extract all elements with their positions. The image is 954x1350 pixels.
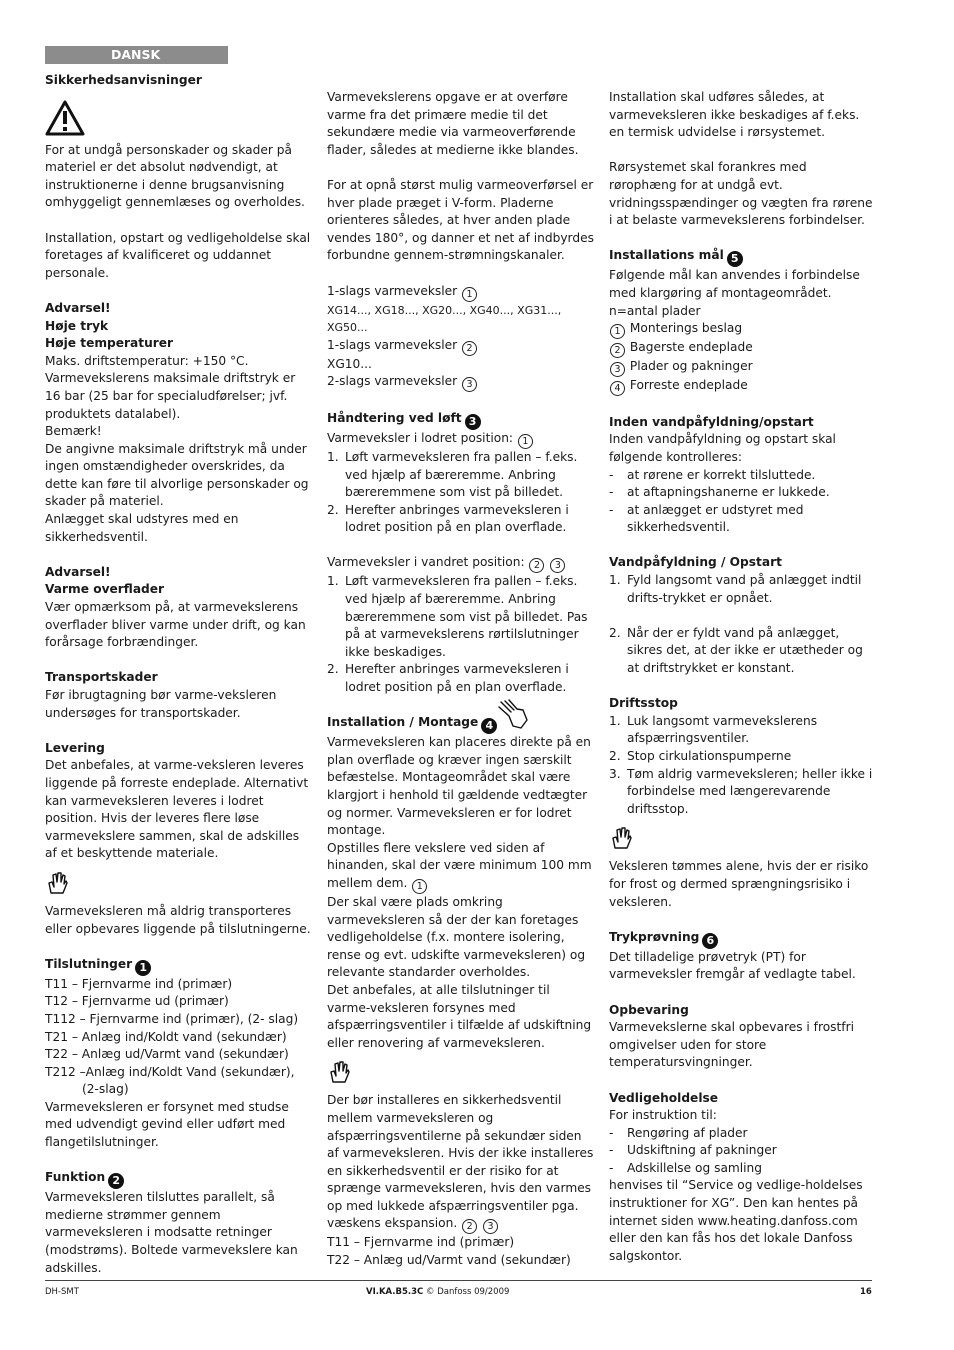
pointing-hand-icon — [609, 824, 633, 850]
frost-text: Veksleren tømmes alene, hvis der er risiko for frost og dermed sprængningsrisiko i veksleren. — [609, 859, 869, 909]
task-text: Varmevekslerens opgave er at overføre varme fra det primære medie til det sekundære medie via varmeoverførende flader, således at medierne ikke blandes. — [327, 90, 579, 157]
warning-high-temp: Høje temperaturer — [45, 336, 174, 351]
type2-label: 2-slags varmeveksler 3 — [327, 373, 595, 392]
install-text-2: Opstilles flere vekslere ved siden af hinanden, skal der være minimum 100 mm mellem dem. 1 — [327, 840, 592, 892]
connection-item: T11 – Fjernvarme ind (primær) — [45, 976, 233, 991]
fill-steps — [609, 572, 877, 678]
connection-item-cont: (2-slag) — [82, 1082, 129, 1097]
warning-high-pressure: Høje tryk — [45, 318, 109, 333]
pipe-support-text: Rørsystemet skal forankres med rørophæng for at undgå evt. vridningsspændinger og vægten fra rørene i at belaste varmevekslerens forbindelser. — [609, 160, 873, 228]
list-item: - Adskillelse og samling — [609, 1160, 763, 1175]
prefill-text: Inden vandpåfyldning og opstart skal følgende kontrolleres: — [609, 432, 836, 464]
connection-item: T21 – Anlæg ind/Koldt vand (sekundær) — [45, 1029, 287, 1044]
type1-label: 1-slags varmeveksler 1 — [327, 283, 595, 302]
safety-valve-install-text: Der bør installeres en sikkerhedsventil mellem varmeveksleren og afspærringsventilerne på sekundær siden af varmeveksleren. Hvis der ikke installeres en sikkerhedsventil er der risiko for at sprænge varmeveksleren, hvis den varmes op med lukkede afspærringsventiler pga. væskens ekspansion. 2 3 — [327, 1093, 594, 1233]
section-title-maintenance: Vedligeholdelse — [609, 1090, 719, 1105]
language-header: DANSK — [45, 46, 228, 64]
circle-number: 1 — [462, 287, 477, 302]
horizontal-steps — [327, 573, 595, 696]
install-text-1: Varmeveksleren kan placeres direkte på en plan overflade og kræver ingen særskilt befæstelse. Montageområdet skal være klargjort i henhold til gældende vedtægter og normer. Varmeveksleren er for lodret montage. — [327, 735, 591, 838]
transport-text: Før ibrugtagning bør varme-veksleren undersøges for transportskader. — [45, 688, 277, 720]
install-expansion-text: Installation skal udføres således, at varmeveksleren ikke beskadiges af f.eks. en termisk udvidelse i rørsystemet. — [609, 90, 860, 140]
max-temp-text: Maks. driftstemperatur: +150 °C. Varmevekslerens maksimale driftstryk er 16 bar (25 bar for specialudførelser; jvf. produktets datalabel). — [45, 353, 296, 421]
list-item: 2. Når der er fyldt vand på anlægget, sikres det, at der ikke er utætheder og at driftstrykket er konstant. — [609, 625, 863, 676]
section-title-fill: Vandpåfyldning / Opstart — [609, 555, 782, 570]
horizontal-label: Varmeveksler i vandret position: 2 3 — [327, 554, 595, 573]
warning-label: Advarsel! — [45, 300, 111, 315]
doc-code: VI.KA.B5.3C — [366, 1287, 424, 1297]
warning-label-2: Advarsel! — [45, 564, 111, 579]
list-item: 2. Herefter anbringes varmeveksleren i lodret position på en plan overflade. — [327, 502, 569, 535]
delivery-text: Det anbefales, at varme-veksleren leveres liggende på forreste endeplade. Alternativt kan varmeveksleren leveres i lodret position. Hvis der leveres flere løse varmevekslere sammen, skal de adskilles af et beskyttende materiale. — [45, 758, 309, 861]
circle-number: 2 — [462, 341, 477, 356]
maintenance-reference: henvises til “Service og vedlige-holdelses instruktioner for XG”. Den kan hentes på internet siden www.heating.danfoss.com eller den kan fås hos det lokale Danfoss salgskontor. — [609, 1178, 863, 1263]
pressure-warning-text: De angivne maksimale driftstryk må under ingen omstændigheder overskrides, da dette kan føre til alvorlige personskader og skader på materiel. — [45, 441, 309, 509]
connections-text: Varmeveksleren er forsynet med studse med udvendigt gevind eller udført med flangetilslutninger. — [45, 1099, 289, 1150]
circle-number: 4 — [610, 381, 625, 396]
circle-number: 2 — [610, 343, 625, 358]
footer-left: DH-SMT — [45, 1287, 79, 1297]
dimensions-list — [609, 320, 877, 396]
storage-text: Varmevekslerne skal opbevares i frostfri omgivelser uden for store temperatursvingninger. — [609, 1020, 854, 1070]
note-label: Bemærk! — [45, 424, 102, 439]
circle-number: 3 — [462, 377, 477, 392]
circle-number: 2 — [462, 1219, 477, 1234]
section-title-installation: Installation / Montage 4 — [327, 714, 595, 734]
type1b-label: 1-slags varmeveksler 2 — [327, 337, 595, 356]
vertical-steps — [327, 449, 595, 537]
list-item: 1. Fyld langsomt vand på anlægget indtil drifts-trykket er opnået. — [609, 573, 862, 605]
list-item: - at aftapningshanerne er lukkede. — [609, 485, 830, 500]
figure-number-4: 4 — [481, 718, 497, 734]
prefill-list — [609, 467, 877, 537]
section-title-prefill: Inden vandpåfyldning/opstart — [609, 414, 814, 429]
function-text: Varmeveksleren tilsluttes parallelt, så medierne strømmer gennem varmeveksleren i modsatte retninger (modstrøms). Boltede varmevekslere kan adskilles. — [45, 1190, 298, 1275]
circle-number: 1 — [412, 879, 427, 894]
column-2 — [327, 89, 595, 1270]
section-title-delivery: Levering — [45, 740, 105, 755]
list-item: - at anlægget er udstyret med sikkerhedsventil. — [609, 502, 804, 535]
hand-gesture-icon — [497, 698, 531, 730]
section-title-dimensions: Installations mål 5 — [609, 247, 877, 267]
type1-models: XG14..., XG18..., XG20..., XG40..., XG31..., XG50... — [327, 303, 562, 335]
section-title-connections: Tilslutninger 1 — [45, 956, 313, 976]
list-item: - at rørene er korrekt tilsluttede. — [609, 467, 816, 482]
list-item: 2. Herefter anbringes varmeveksleren i lodret position på en plan overflade. — [327, 662, 569, 695]
list-item: 1. Luk langsomt varmevekslerens afspærringsventiler. — [609, 713, 818, 746]
section-title-function: Funktion 2 — [45, 1169, 313, 1189]
circle-number: 1 — [610, 324, 625, 339]
hand-note-text: Varmeveksleren må aldrig transporteres eller opbevares liggende på tilslutningerne. — [45, 903, 311, 936]
list-item: 2. Stop cirkulationspumperne — [609, 749, 792, 763]
circle-number: 3 — [483, 1219, 498, 1234]
list-item: 3. Tøm aldrig varmeveksleren; heller ikke i forbindelse med længerevarende driftsstop. — [609, 766, 873, 816]
list-item: - Rengøring af plader — [609, 1125, 748, 1140]
circle-number: 1 — [518, 434, 533, 449]
circle-number: 2 — [529, 558, 544, 573]
install-text-3: Der skal være plads omkring varmeveksleren så der der kan foretages vedligeholdelse (f.x. montere isolering, rense og evt. udskifte varmeveksleren) og relevante standarder overholdes. — [327, 894, 586, 980]
plates-text: For at opnå størst mulig varmeoverførsel er hver plade præget i V-form. Pladerne orienteres således, at hver anden plade vendes 180°, og danner et net af indbyrdes forbundne gennem-strømningskanaler. — [327, 177, 594, 263]
section-title-safety: Sikkerhedsanvisninger — [45, 73, 202, 87]
connection-item: T112 – Fjernvarme ind (primær), (2- slag) — [45, 1011, 299, 1026]
circle-number: 3 — [610, 362, 625, 377]
copyright: © Danfoss 09/2009 — [426, 1287, 510, 1297]
list-item: 1. Løft varmeveksleren fra pallen – f.eks. ved hjælp af bæreremme. Anbring bæreremmene som vist på billedet. — [327, 449, 578, 500]
circle-number: 3 — [550, 558, 565, 573]
safety-t11: T11 – Fjernvarme ind (primær) — [327, 1235, 515, 1250]
list-item: - Udskiftning af pakninger — [609, 1143, 777, 1158]
list-item: 1 Monterings beslag — [609, 320, 877, 339]
stop-steps — [609, 713, 877, 819]
install-text-4: Det anbefales, at alle tilslutninger til varme-veksleren forsynes med afspærringsventiler i tilfælde af udskiftning eller renovering af varmeveksleren. — [327, 982, 592, 1050]
type1b-models: XG10... — [327, 356, 372, 371]
figure-number-3: 3 — [465, 414, 481, 430]
connection-item: T212 –Anlæg ind/Koldt Vand (sekundær), — [45, 1064, 295, 1079]
list-item: 3 Plader og pakninger — [609, 358, 877, 377]
footer-divider — [45, 1280, 872, 1281]
section-title-handling: Håndtering ved løft 3 — [327, 410, 595, 430]
figure-number-2: 2 — [108, 1173, 124, 1189]
section-title-pressure-test: Trykprøvning 6 — [609, 929, 877, 949]
maintenance-list — [609, 1125, 877, 1178]
connections-list — [45, 976, 313, 1099]
warning-triangle-icon — [45, 100, 85, 136]
install-personnel-text: Installation, opstart og vedligeholdelse skal foretages af kvalificeret og uddannet personale. — [45, 230, 311, 280]
footer-center — [366, 1287, 509, 1297]
figure-number-6: 6 — [702, 933, 718, 949]
safety-t22: T22 – Anlæg ud/Varmt vand (sekundær) — [327, 1253, 571, 1268]
section-title-storage: Opbevaring — [609, 1002, 689, 1017]
list-item: 4 Forreste endeplade — [609, 377, 877, 396]
vertical-label: Varmeveksler i lodret position: 1 — [327, 430, 595, 449]
pressure-test-text: Det tilladelige prøvetryk (PT) for varmeveksler fremgår af vedlagte tabel. — [609, 949, 856, 982]
hot-surfaces-text: Vær opmærksom på, at varmevekslerens overflader bliver varme under drift, og kan forårsage forbrændinger. — [45, 600, 306, 650]
page-number: 16 — [860, 1287, 872, 1297]
section-title-transport: Transportskader — [45, 670, 158, 685]
figure-number-5: 5 — [727, 251, 743, 267]
list-item: 2 Bagerste endeplade — [609, 339, 877, 358]
warning-hot-surfaces: Varme overflader — [45, 582, 165, 597]
section-title-stop: Driftsstop — [609, 696, 678, 711]
dimensions-text: Følgende mål kan anvendes i forbindelse med klargøring af montageområdet. — [609, 268, 860, 300]
column-1 — [45, 72, 313, 1277]
connection-item: T12 – Fjernvarme ud (primær) — [45, 994, 229, 1009]
connection-item: T22 – Anlæg ud/Varmt vand (sekundær) — [45, 1047, 289, 1062]
safety-intro: For at undgå personskader og skader på materiel er det absolut nødvendigt, at instruktionerne i denne brugsanvisning omhyggeligt gennemlæses og overholdes. — [45, 142, 305, 210]
figure-number-1: 1 — [135, 960, 151, 976]
maintenance-text: For instruktion til: — [609, 1108, 717, 1123]
safety-valve-text: Anlægget skal udstyres med en sikkerhedsventil. — [45, 512, 239, 544]
list-item: 1. Løft varmeveksleren fra pallen – f.eks. ved hjælp af bæreremme. Anbring bæreremmene som vist på billedet. Pas på at varmevekslerens rørtilslutninger ikke beskadiges. — [327, 574, 588, 659]
column-3 — [609, 89, 877, 1265]
pointing-hand-icon — [327, 1058, 351, 1084]
dimensions-n: n=antal plader — [609, 303, 701, 318]
pointing-hand-icon — [45, 869, 69, 895]
